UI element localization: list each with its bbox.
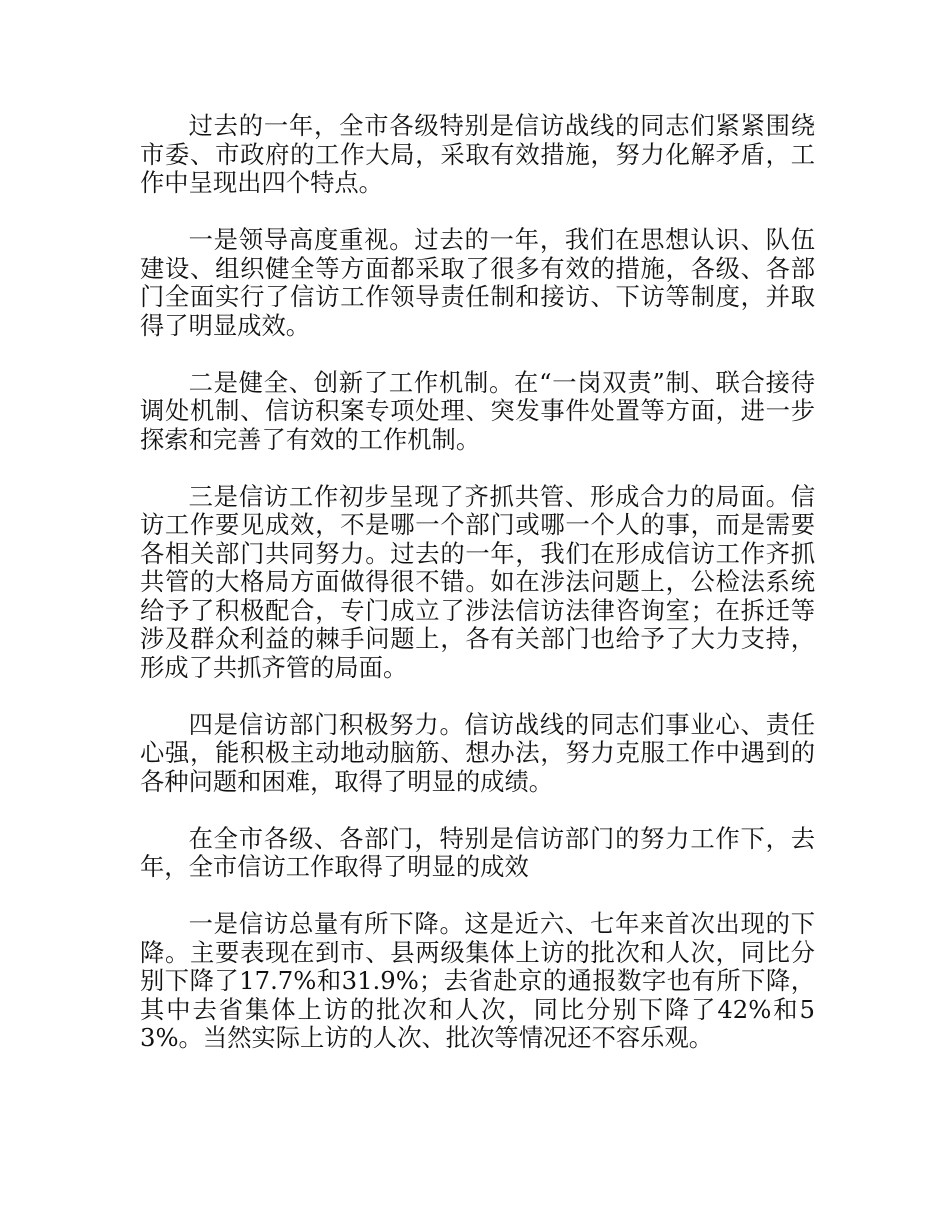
paragraph-result-1: 一是信访总量有所下降。这是近六、七年来首次出现的下降。主要表现在到市、县两级集体上访的批次和人次，同比分别下降了17.7%和31.9%；去省赴京的通报数字也有所下降，其中去省集体上访的批次和人次，同比分别下降了42%和53%。当然实际上访的人次、批次等情况还不容乐观。 (140, 909, 815, 1052)
paragraph-feature-3: 三是信访工作初步呈现了齐抓共管、形成合力的局面。信访工作要见成效，不是哪一个部门或哪一个人的事，而是需要各相关部门共同努力。过去的一年，我们在形成信访工作齐抓共管的大格局方面做得很不错。如在涉法问题上，公检法系统给予了积极配合，专门成立了涉法信访法律咨询室；在拆迁等涉及群众利益的棘手问题上，各有关部门也给予了大力支持，形成了共抓齐管的局面。 (140, 481, 815, 682)
paragraph-intro: 过去的一年，全市各级特别是信访战线的同志们紧紧围绕市委、市政府的工作大局，采取有效措施，努力化解矛盾，工作中呈现出四个特点。 (140, 111, 815, 197)
paragraph-feature-1: 一是领导高度重视。过去的一年，我们在思想认识、队伍建设、组织健全等方面都采取了很多有效的措施，各级、各部门全面实行了信访工作领导责任制和接访、下访等制度，并取得了明显成效。 (140, 225, 815, 340)
paragraph-feature-4: 四是信访部门积极努力。信访战线的同志们事业心、责任心强，能积极主动地动脑筋、想办法，努力克服工作中遇到的各种问题和困难，取得了明显的成绩。 (140, 709, 815, 796)
paragraph-results-intro: 在全市各级、各部门，特别是信访部门的努力工作下，去年，全市信访工作取得了明显的成效 (140, 823, 815, 881)
paragraph-feature-2: 二是健全、创新了工作机制。在“一岗双责”制、联合接待调处机制、信访积案专项处理、突发事件处置等方面，进一步探索和完善了有效的工作机制。 (140, 367, 815, 454)
document-body (140, 112, 815, 1081)
